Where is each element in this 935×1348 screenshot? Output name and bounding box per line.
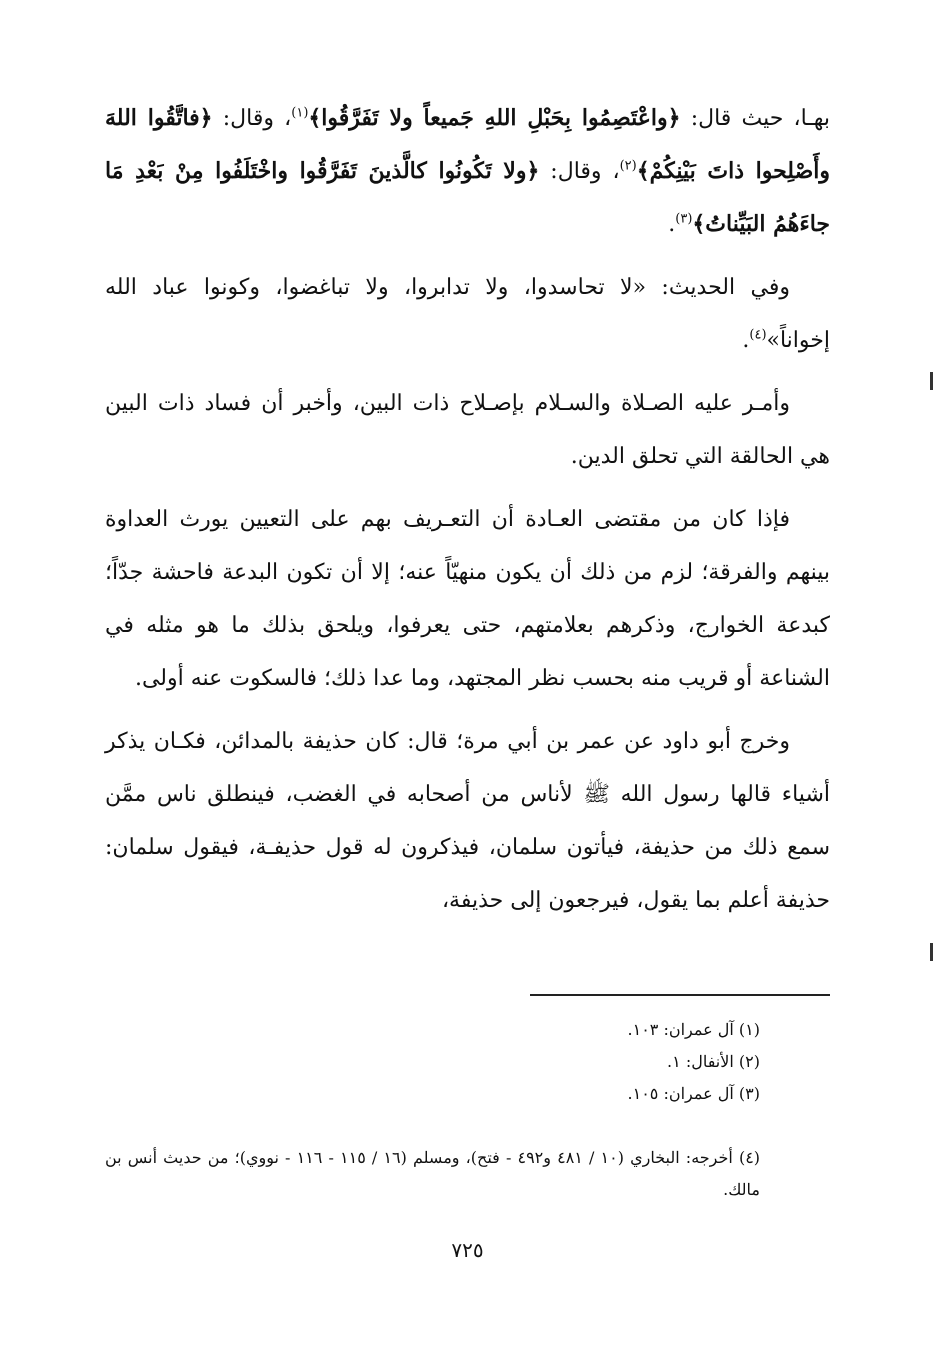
text-segment: فإذا كان من مقتضى العـادة أن التعـريف بهم على التعيين يورث العداوة بينهم والفرقة؛ لزم من ذلك أن يكون منهيّاً عنه؛ إلا أن تكون البدعة فاحشة جدّاً؛ كبدعة الخوارج، وذكرهم بعلامتهم، حتى يعرفوا، ويلحق بذلك ما هو مثله في الشناعة أو قريب منه بحسب نظر المجتهد، وما عدا ذلك؛ فالسكوت عنه أولى.: [105, 507, 830, 691]
footnote-reference: (٤): [749, 327, 767, 343]
paragraph: [105, 715, 830, 927]
footnote-3: (٣) آل عمران: ١٠٥.: [627, 1084, 760, 1103]
text-segment: وأمـر عليه الصـلاة والسـلام بإصـلاح ذات البين، وأخبر أن فساد ذات البين هي الحالقة التي تحلق الدين.: [105, 391, 830, 469]
footnotes-list: [105, 1014, 760, 1110]
quran-verse: ﴿فاتَّقُوا اللهَ وأَصْلِحوا ذاتَ بَيْنِكُمْ﴾: [105, 105, 831, 184]
text-segment: .: [742, 328, 750, 353]
paragraph: [105, 92, 830, 251]
scan-edge-mark: [930, 943, 933, 961]
scan-edge-mark: [930, 372, 933, 390]
footnote-1: (١) آل عمران: ١٠٣.: [627, 1020, 760, 1039]
text-segment: وخرج أبو داود عن عمر بن أبي مرة؛ قال: كان حذيفة بالمدائن، فكـان يذكر أشياء قالها رسول الله ﷺ لأناس من أصحابه في الغضب، فينطلق ناس ممَّن سمع ذلك من حذيفة، فيأتون سلمان، فيذكرون له قول حذيفـة، فيقول سلمان: حذيفة أعلم بما يقول، فيرجعون إلى حذيفة،: [105, 729, 830, 913]
footnote-2: (٢) الأنفال: ١.: [667, 1052, 760, 1071]
paragraph: [105, 377, 830, 483]
footnote-divider: [530, 994, 830, 996]
main-text: [105, 92, 830, 937]
footnote-reference: (٢): [619, 158, 637, 174]
footnote-4: (٤) أخرجه: البخاري (١٠ / ٤٨١ و٤٩٢ - فتح)، ومسلم (١٦ / ١١٥ - ١١٦ - نووي)؛ من حديث أنس بن مالك.: [105, 1148, 761, 1199]
paragraph: [105, 493, 830, 705]
footnote-reference: (١): [291, 105, 309, 121]
footnote-4-wrap: [105, 1142, 760, 1206]
page-number: ٧٢٥: [451, 1238, 484, 1262]
text-segment: .: [668, 212, 676, 237]
footnote-reference: (٣): [675, 211, 693, 227]
quran-verse: ﴿ولا تَكُونُوا كالَّذينَ تَفَرَّقُوا واخْتَلَفُوا مِنْ بَعْدِ مَا جاءَهُمُ البَيِّناتُ﴾: [105, 158, 830, 237]
text-segment: ، وقال:: [539, 159, 620, 184]
text-segment: بهـا، حيث قال:: [680, 106, 831, 131]
text-segment: وفي الحديث: «لا تحاسدوا، ولا تدابروا، ولا تباغضوا، وكونوا عباد الله إخواناً»: [105, 275, 830, 353]
quran-verse: ﴿واعْتَصِمُوا بِحَبْلِ اللهِ جَميعاً ولا تَفَرَّقُوا﴾: [308, 105, 681, 131]
text-segment: ، وقال:: [212, 106, 292, 131]
paragraph: [105, 261, 830, 367]
